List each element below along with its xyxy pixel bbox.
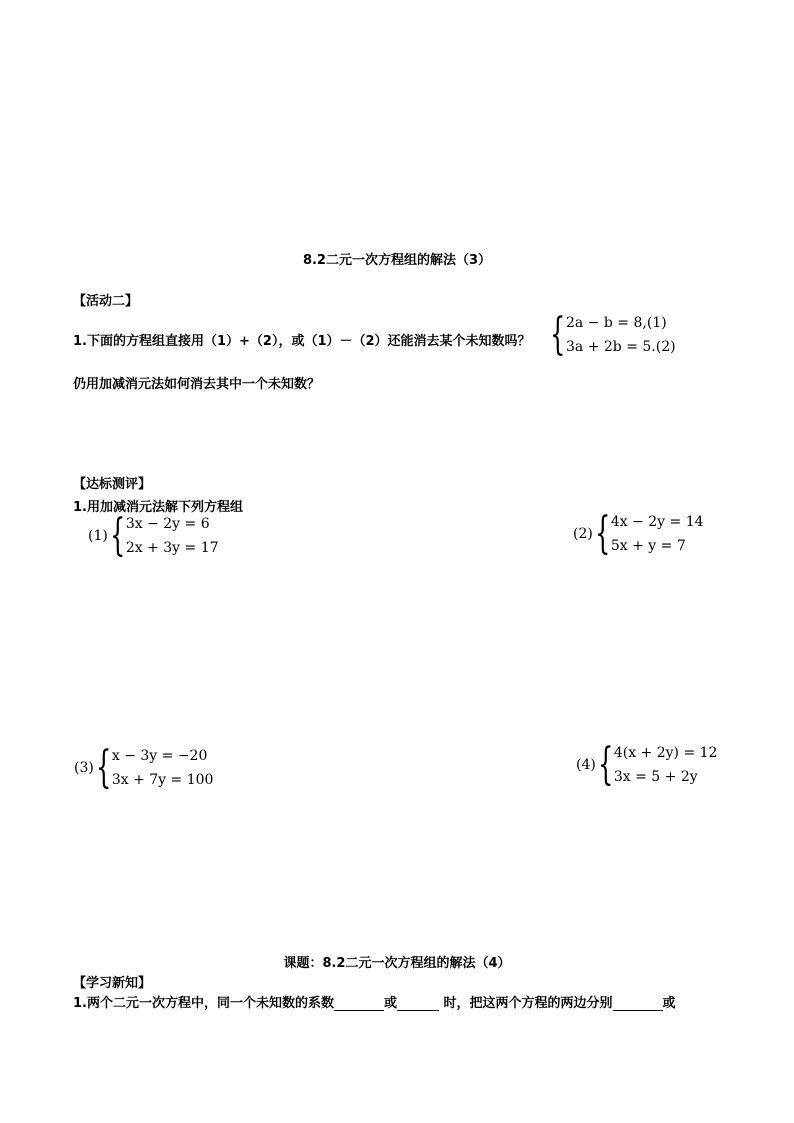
- problem-2: [573, 508, 704, 559]
- equation: 4x − 2y = 14: [610, 514, 704, 530]
- activity2-heading: 【活动二】: [73, 294, 139, 309]
- activity2-equation-system: [550, 309, 676, 360]
- equation: 3x + 7y = 100: [111, 772, 214, 788]
- equation: 5x + y = 7: [610, 538, 686, 554]
- fill-blank[interactable]: [334, 996, 384, 1011]
- brace-icon: {: [95, 742, 112, 793]
- equation-2: 3a + 2b = 5.(2): [566, 339, 676, 355]
- test-instruction: 1.用加减消元法解下列方程组: [73, 500, 243, 515]
- brace-icon: {: [597, 739, 614, 790]
- lesson-title-3: 8.2二元一次方程组的解法（3）: [302, 253, 492, 268]
- text-segment: 1.两个二元一次方程中，同一个未知数的系数: [73, 996, 334, 1011]
- equation: x − 3y = −20: [111, 748, 208, 764]
- lesson-title-4: 课题：8.2二元一次方程组的解法（4）: [283, 956, 511, 971]
- problem-label: (3): [74, 760, 94, 776]
- brace-icon: {: [594, 508, 611, 559]
- problem-1: [88, 510, 219, 561]
- equation: 3x = 5 + 2y: [613, 769, 698, 785]
- new-knowledge-question-1: [73, 992, 676, 1011]
- equation: 3x − 2y = 6: [125, 516, 210, 532]
- equation: 4(x + 2y) = 12: [613, 745, 718, 761]
- text-segment: 时，把这两个方程的两边分别: [439, 996, 613, 1011]
- problem-label: (4): [576, 757, 596, 773]
- new-knowledge-heading: 【学习新知】: [73, 976, 152, 991]
- activity2-question-2: 仍用加减消元法如何消去其中一个未知数？: [73, 377, 321, 392]
- problem-4: [576, 739, 718, 790]
- fill-blank[interactable]: [613, 996, 663, 1011]
- test-heading: 【达标测评】: [73, 477, 152, 492]
- brace-icon: {: [109, 510, 126, 561]
- text-segment: 或: [383, 996, 397, 1011]
- text-segment: 或: [662, 996, 676, 1011]
- equation: 2x + 3y = 17: [125, 540, 219, 556]
- fill-blank[interactable]: [397, 996, 439, 1011]
- equation-1: 2a − b = 8,(1): [566, 315, 667, 331]
- brace-icon: {: [550, 309, 566, 360]
- activity2-question-1: 1.下面的方程组直接用（1）+（2），或（1）－（2）还能消去某个未知数吗？: [73, 334, 531, 349]
- problem-3: [74, 742, 214, 793]
- problem-label: (2): [573, 526, 593, 542]
- problem-label: (1): [88, 528, 108, 544]
